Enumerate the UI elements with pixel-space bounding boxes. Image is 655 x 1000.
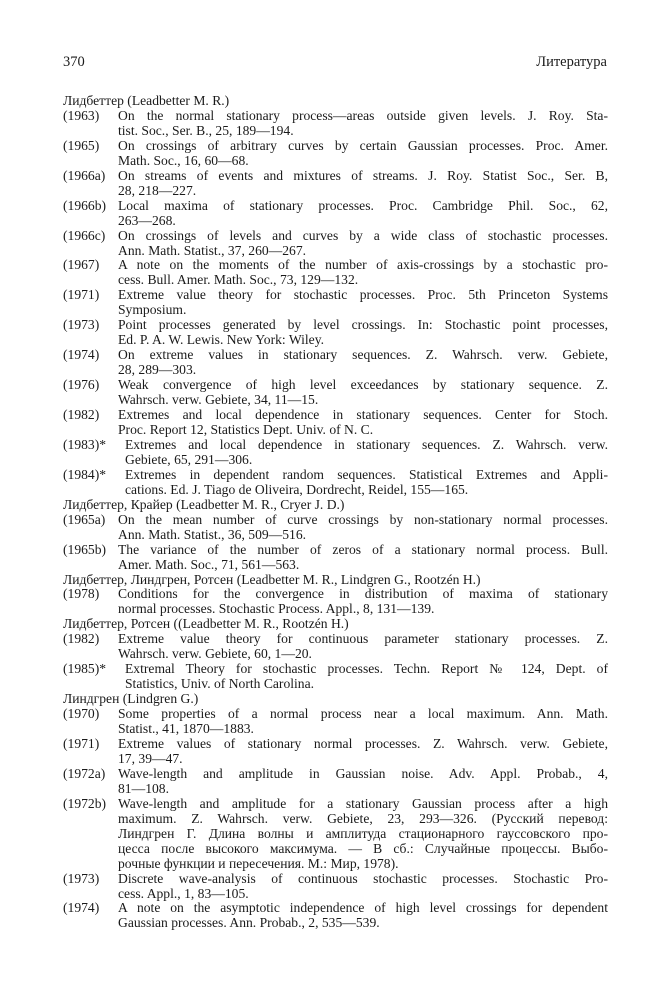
reference-text-line: Ann. Math. Statist., 37, 260—267. <box>118 242 307 258</box>
reference-entry <box>63 378 608 408</box>
reference-text-line: Wahrsch. verw. Gebiete, 34, 11—15. <box>118 392 319 408</box>
reference-text-line: normal processes. Stochastic Process. Appl., 8, 131—139. <box>118 601 435 617</box>
reference-year: (1982) <box>63 407 100 423</box>
reference-text-line: On extreme values in stationary sequences. Z. Wahrsch. verw. Gebiete, <box>118 347 608 363</box>
reference-text-line: 17, 39—47. <box>118 750 183 766</box>
reference-text-line: Wahrsch. verw. Gebiete, 60, 1—20. <box>118 646 312 662</box>
reference-entry <box>63 258 608 288</box>
reference-entry <box>63 872 608 902</box>
reference-text-line: Extremes and local dependence in stationary sequences. Center for Stoch. <box>118 407 608 423</box>
reference-text-line: Some properties of a normal process near a local maximum. Ann. Math. <box>118 706 608 722</box>
reference-text-line: cess. Bull. Amer. Math. Soc., 73, 129—132. <box>118 272 359 288</box>
reference-text-line: цесса после высокого максимума. — В сб.: Случайные процессы. Выбо- <box>118 840 608 856</box>
reference-text-line: The variance of the number of zeros of a stationary normal process. Bull. <box>118 541 608 557</box>
reference-entry <box>63 587 608 617</box>
reference-text-line: A note on the moments of the number of axis-crossings by a stochastic pro- <box>118 257 608 273</box>
reference-text-line: cations. Ed. J. Tiago de Oliveira, Dordrecht, Reidel, 155—165. <box>125 481 469 497</box>
running-head: Литература <box>536 54 607 70</box>
reference-text-line: A note on the asymptotic independence of high level crossings for dependent <box>118 900 608 916</box>
reference-text-line: 28, 289—303. <box>118 362 197 378</box>
reference-text-line: Statistics, Univ. of North Carolina. <box>125 676 315 692</box>
reference-text-line: 263—268. <box>118 212 176 228</box>
reference-text-line: Extreme value theory for stochastic processes. Proc. 5th Princeton Systems <box>118 287 608 303</box>
reference-year: (1973) <box>63 870 100 886</box>
reference-entry <box>63 662 608 692</box>
reference-year: (1965) <box>63 137 100 153</box>
author-heading: Лидбеттер, Ротсен ((Leadbetter M. R., Rootzén H.) <box>63 616 349 632</box>
reference-year: (1963) <box>63 107 100 123</box>
reference-text-line: Extreme values of stationary normal processes. Z. Wahrsch. verw. Gebiete, <box>118 735 608 751</box>
reference-entry <box>63 797 608 872</box>
reference-year: (1966c) <box>63 227 106 243</box>
reference-text-line: Wave-length and amplitude in Gaussian noise. Adv. Appl. Probab., 4, <box>118 765 608 781</box>
reference-entry <box>63 468 608 498</box>
reference-text-line: On the normal stationary process—areas outside given levels. J. Roy. Sta- <box>118 107 608 123</box>
reference-entry <box>63 438 608 468</box>
reference-year: (1965b) <box>63 541 107 557</box>
reference-year: (1971) <box>63 735 100 751</box>
reference-text-line: On streams of events and mixtures of streams. J. Roy. Statist Soc., Ser. B, <box>118 167 608 183</box>
reference-text-line: On the mean number of curve crossings by non-stationary normal processes. <box>118 511 608 527</box>
reference-entry <box>63 513 608 543</box>
reference-entry <box>63 737 608 767</box>
reference-entry <box>63 139 608 169</box>
author-heading: Лидбеттер (Leadbetter M. R.) <box>63 93 230 108</box>
reference-text-line: Math. Soc., 16, 60—68. <box>118 152 249 168</box>
reference-year: (1982) <box>63 631 100 647</box>
reference-year: (1966a) <box>63 167 106 183</box>
reference-text-line: Weak convergence of high level exceedances by stationary sequence. Z. <box>118 377 608 393</box>
reference-text-line: On crossings of arbitrary curves by certain Gaussian processes. Proc. Amer. <box>118 137 608 153</box>
reference-entry <box>63 318 608 348</box>
reference-entry <box>63 109 608 139</box>
reference-entry <box>63 199 608 229</box>
reference-text-line: Линдгрен Г. Длина волны и амплитуда стационарного гауссовского про- <box>118 825 608 841</box>
reference-entry <box>63 767 608 797</box>
reference-text-line: Local maxima of stationary processes. Proc. Cambridge Phil. Soc., 62, <box>118 197 608 213</box>
reference-text-line: Amer. Math. Soc., 71, 561—563. <box>118 556 300 572</box>
reference-year: (1974) <box>63 347 100 363</box>
reference-text-line: cess. Appl., 1, 83—105. <box>118 885 249 901</box>
reference-year: (1984)* <box>63 466 107 482</box>
reference-entry <box>63 901 608 931</box>
reference-list <box>63 94 608 931</box>
reference-year: (1973) <box>63 317 100 333</box>
reference-entry <box>63 288 608 318</box>
reference-year: (1974) <box>63 900 100 916</box>
reference-year: (1967) <box>63 257 100 273</box>
reference-entry <box>63 632 608 662</box>
reference-entry <box>63 348 608 378</box>
reference-year: (1983)* <box>63 436 107 452</box>
reference-text-line: Extremes in dependent random sequences. Statistical Extremes and Appli- <box>125 466 608 482</box>
reference-text-line: Extremes and local dependence in stationary sequences. Z. Wahrsch. verw. <box>125 436 608 452</box>
reference-text-line: Wave-length and amplitude for a stationary Gaussian process after a high <box>118 795 608 811</box>
reference-text-line: Extreme value theory for continuous parameter stationary processes. Z. <box>118 631 608 647</box>
reference-text-line: On crossings of levels and curves by a wide class of stochastic processes. <box>118 227 608 243</box>
reference-text-line: 28, 218—227. <box>118 182 197 198</box>
reference-text-line: Statist., 41, 1870—1883. <box>118 721 254 737</box>
reference-year: (1985)* <box>63 661 107 677</box>
reference-year: (1972a) <box>63 765 106 781</box>
reference-year: (1966b) <box>63 197 107 213</box>
reference-text-line: Proc. Report 12, Statistics Dept. Univ. of N. C. <box>118 421 374 437</box>
reference-entry <box>63 543 608 573</box>
page-number: 370 <box>63 54 85 70</box>
reference-entry <box>63 707 608 737</box>
reference-year: (1970) <box>63 706 100 722</box>
reference-text-line: tist. Soc., Ser. B., 25, 189—194. <box>118 122 294 138</box>
reference-entry <box>63 169 608 199</box>
reference-text-line: Extremal Theory for stochastic processes. Techn. Report № 124, Dept. of <box>125 661 608 677</box>
author-heading: Линдгрен (Lindgren G.) <box>63 691 199 707</box>
reference-text-line: Conditions for the convergence in distribution of maxima of stationary <box>118 586 608 602</box>
reference-entry <box>63 408 608 438</box>
reference-text-line: 81—108. <box>118 780 169 796</box>
reference-text-line: Discrete wave-analysis of continuous stochastic processes. Stochastic Pro- <box>118 870 608 886</box>
reference-text-line: Point processes generated by level crossings. In: Stochastic point processes, <box>118 317 608 333</box>
reference-entry <box>63 229 608 259</box>
reference-text-line: Ann. Math. Statist., 36, 509—516. <box>118 526 307 542</box>
reference-text-line: Ed. P. A. W. Lewis. New York: Wiley. <box>118 332 325 348</box>
reference-year: (1978) <box>63 586 100 602</box>
reference-year: (1972b) <box>63 795 107 811</box>
reference-text-line: Symposium. <box>118 302 187 318</box>
author-heading: Лидбеттер, Крайер (Leadbetter M. R., Cryer J. D.) <box>63 496 345 512</box>
reference-year: (1965a) <box>63 511 106 527</box>
reference-text-line: Gebiete, 65, 291—306. <box>125 451 253 467</box>
author-heading: Лидбеттер, Линдгрен, Ротсен (Leadbetter M. R., Lindgren G., Rootzén H.) <box>63 571 481 587</box>
reference-year: (1976) <box>63 377 100 393</box>
reference-text-line: Gaussian processes. Ann. Probab., 2, 535—539. <box>118 915 380 931</box>
reference-text-line: рочные функции и пересечения. М.: Мир, 1978). <box>118 855 399 871</box>
reference-text-line: maximum. Z. Wahrsch. verw. Gebiete, 23, 293—326. (Русский перевод: <box>118 810 608 826</box>
reference-year: (1971) <box>63 287 100 303</box>
